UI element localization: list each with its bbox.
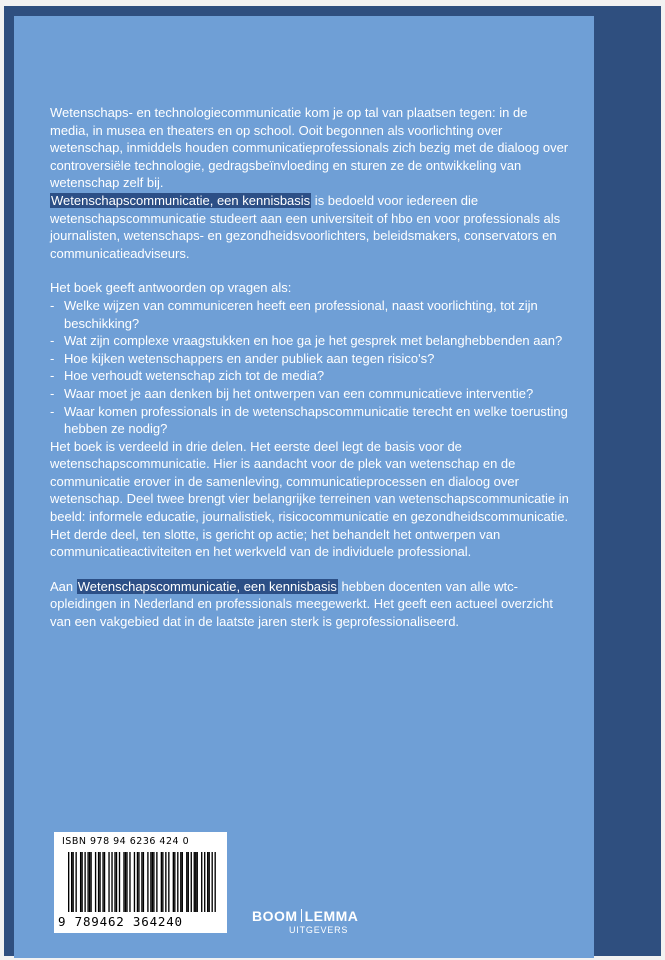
structure-paragraph: Het boek is verdeeld in drie delen. Het eerste deel legt de basis voor de wetenschapscommunicatie. Hier is aandacht voor de plek van wetenschap en de communicatie erover in de samenleving, communicatieprocessen en dialoog over wetenschap. Deel twee brengt vier belangrijke terreinen van wetenschapscommunicatie in beeld: informele educatie, journalistiek, risicocommunicatie en gezondheidscommunicatie. Het derde deel, ten slotte, is gericht op actie; het behandelt het ontwerpen van communicatieactiviteiten en het werkveld van de individuele professional. bbox=[50, 438, 569, 560]
book-back-cover bbox=[4, 6, 661, 956]
publisher-sub: UITGEVERS bbox=[289, 925, 349, 935]
book-title-highlight: Wetenschapscommunicatie, een kennisbasis bbox=[51, 192, 311, 208]
logo-divider bbox=[301, 909, 302, 922]
barcode-number: 9 789462 364240 bbox=[58, 914, 183, 929]
barcode-icon bbox=[68, 852, 216, 912]
closing-paragraph: Aan Wetenschapscommunicatie, een kennisbasis hebben docenten van alle wtc-opleidingen in Nederland en professionals meegewerkt. Het geeft een actueel overzicht van een vakgebied dat in de laatste jaren sterk is geprofessionaliseerd. bbox=[50, 578, 553, 630]
publisher-logo bbox=[252, 908, 359, 935]
publisher-boom: BOOM bbox=[252, 908, 298, 924]
audience-text: is bedoeld voor iedereen die wetenschapscommunicatie studeert aan een universiteit of hbo en voor professionals als journalisten, wetenschaps- en gezondheidsvoorlichters, beleidsmakers, conservators en communicatieadviseurs. bbox=[50, 192, 561, 261]
barcode-box bbox=[54, 832, 227, 933]
list-item: - Hoe verhoudt wetenschap zich tot de media? bbox=[50, 368, 325, 384]
list-item: - Waar moet je aan denken bij het ontwerpen van een communicatieve interventie? bbox=[50, 385, 534, 401]
list-item: - Waar komen professionals in de wetenschapscommunicatie terecht en welke toerusting hebben ze nodig? bbox=[50, 403, 568, 437]
publisher-lemma: LEMMA bbox=[304, 908, 359, 924]
blurb-text bbox=[50, 104, 570, 631]
questions-list bbox=[50, 297, 570, 438]
list-item: - Welke wijzen van communiceren heeft een professional, naast voorlichting, tot zijn beschikking? bbox=[50, 297, 538, 331]
list-item: - Hoe kijken wetenschappers en ander publiek aan tegen risico's? bbox=[50, 350, 435, 366]
list-item: - Wat zijn complexe vraagstukken en hoe ga je het gesprek met belanghebbenden aan? bbox=[50, 333, 563, 349]
isbn-label: ISBN 978 94 6236 424 0 bbox=[62, 836, 190, 847]
book-title-highlight: Wetenschapscommunicatie, een kennisbasis bbox=[77, 578, 337, 594]
intro-paragraph: Wetenschaps- en technologiecommunicatie kom je op tal van plaatsen tegen: in de media, in musea en theaters en op school. Ooit begonnen als voorlichting over wetenschap, inmiddels houden communicatieprofessionals zich bezig met de dialoog over controversiële technologie, gedragsbeïnvloeding en sturen ze de ontwikkeling van wetenschap zelf bij. bbox=[50, 105, 569, 191]
questions-lead: Het boek geeft antwoorden op vragen als: bbox=[50, 280, 292, 296]
audience-paragraph bbox=[50, 192, 570, 262]
